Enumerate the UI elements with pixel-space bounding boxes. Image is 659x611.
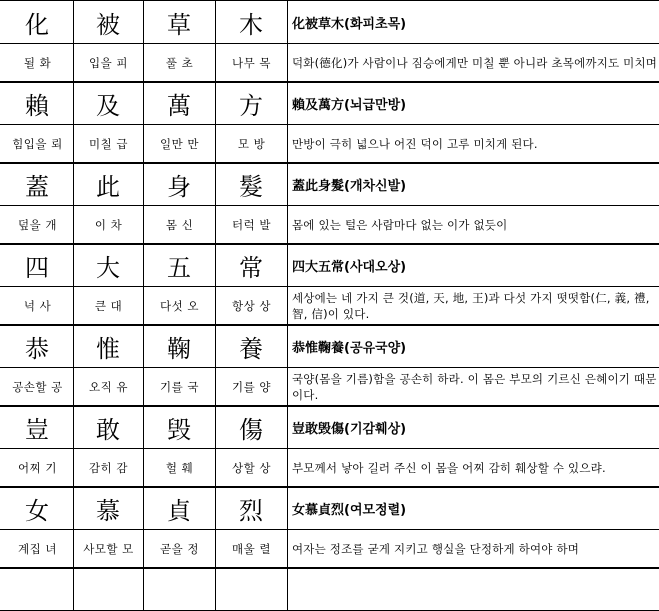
hanja-char: 貞 xyxy=(167,497,192,525)
gloss-text: 상할 상 xyxy=(232,460,271,475)
hanja-row xyxy=(0,325,659,368)
hanja-cell[interactable] xyxy=(216,164,288,205)
gloss-cell[interactable] xyxy=(74,530,144,567)
gloss-text: 다섯 오 xyxy=(160,298,199,313)
gloss-row xyxy=(0,530,659,568)
phrase-title: 賴及萬方(뇌급만방) xyxy=(292,98,407,113)
hanja-cell[interactable] xyxy=(144,407,216,448)
meaning-text: 여자는 정조를 굳게 지키고 행실을 단정하게 하여야 하며 xyxy=(292,541,580,556)
hanja-char: 五 xyxy=(167,254,192,282)
gloss-text: 사모할 모 xyxy=(83,541,134,556)
gloss-cell[interactable] xyxy=(74,44,144,81)
cell[interactable] xyxy=(74,569,144,610)
meaning-text: 덕화(德化)가 사람이나 짐승에게만 미칠 뿐 아니라 초목에까지도 미치며 xyxy=(292,55,658,70)
phrase-title-cell[interactable] xyxy=(288,164,659,205)
hanja-row xyxy=(0,244,659,287)
gloss-row xyxy=(0,449,659,487)
hanja-char: 常 xyxy=(239,254,264,282)
gloss-text: 터럭 발 xyxy=(232,217,271,232)
gloss-cell[interactable] xyxy=(144,530,216,567)
gloss-row xyxy=(0,287,659,325)
meaning-text: 부모께서 낳아 길러 주신 이 몸을 어찌 감히 훼상할 수 있으랴. xyxy=(292,460,606,475)
partial-bottom-row xyxy=(0,568,659,611)
hanja-char: 木 xyxy=(239,10,264,39)
gloss-text: 몸 신 xyxy=(165,217,194,232)
gloss-cell[interactable] xyxy=(144,449,216,486)
hanja-cell[interactable] xyxy=(144,164,216,205)
hanja-char: 大 xyxy=(96,254,121,282)
gloss-row xyxy=(0,206,659,244)
meaning-cell[interactable] xyxy=(288,206,659,243)
hanja-cell[interactable] xyxy=(74,488,144,529)
meaning-cell[interactable] xyxy=(288,530,659,567)
gloss-cell[interactable] xyxy=(144,44,216,81)
hanja-char: 化 xyxy=(25,10,50,39)
gloss-text: 입을 피 xyxy=(89,55,128,70)
hanja-row xyxy=(0,1,659,44)
gloss-row xyxy=(0,44,659,82)
gloss-text: 될 화 xyxy=(23,55,52,70)
meaning-cell[interactable] xyxy=(288,44,659,81)
hanja-char: 豈 xyxy=(25,416,50,444)
hanja-char: 傷 xyxy=(239,416,264,444)
hanja-char: 毁 xyxy=(167,416,192,444)
gloss-text: 어찌 기 xyxy=(18,460,57,475)
gloss-cell[interactable] xyxy=(2,449,74,486)
gloss-cell[interactable] xyxy=(74,449,144,486)
gloss-text: 곧을 정 xyxy=(160,541,199,556)
hanja-char: 鞠 xyxy=(167,335,192,363)
hanja-cell[interactable] xyxy=(216,83,288,124)
gloss-text: 계집 녀 xyxy=(18,541,57,556)
hanja-cell[interactable] xyxy=(216,1,288,43)
hanja-cell[interactable] xyxy=(74,245,144,286)
hanja-cell[interactable] xyxy=(216,488,288,529)
hanja-cell[interactable] xyxy=(2,245,74,286)
gloss-cell[interactable] xyxy=(144,206,216,243)
phrase-title-cell[interactable] xyxy=(288,83,659,124)
gloss-text: 넉 사 xyxy=(23,298,52,313)
hanja-char: 萬 xyxy=(167,92,192,120)
hanja-char: 賴 xyxy=(25,92,50,120)
hanja-row xyxy=(0,487,659,530)
gloss-cell[interactable] xyxy=(144,287,216,324)
phrase-title: 女慕貞烈(여모정렬) xyxy=(292,503,407,518)
hanja-cell[interactable] xyxy=(216,245,288,286)
gloss-text: 오직 유 xyxy=(89,379,128,394)
gloss-cell[interactable] xyxy=(216,449,288,486)
phrase-title-cell[interactable] xyxy=(288,1,659,43)
hanja-row xyxy=(0,406,659,449)
hanja-char: 四 xyxy=(25,254,50,282)
gloss-text: 기를 국 xyxy=(160,379,199,394)
hanja-cell[interactable] xyxy=(144,245,216,286)
phrase-title: 化被草木(화피초목) xyxy=(292,16,407,32)
hanja-char: 烈 xyxy=(239,497,264,525)
gloss-text: 기를 양 xyxy=(232,379,271,394)
gloss-cell[interactable] xyxy=(2,287,74,324)
hanja-row xyxy=(0,82,659,125)
gloss-text: 덮을 개 xyxy=(18,217,57,232)
hanja-cell[interactable] xyxy=(2,164,74,205)
hanja-cell[interactable] xyxy=(2,407,74,448)
meaning-cell[interactable] xyxy=(288,125,659,162)
gloss-cell[interactable] xyxy=(216,206,288,243)
gloss-cell[interactable] xyxy=(74,206,144,243)
gloss-row xyxy=(0,125,659,163)
gloss-cell[interactable] xyxy=(2,530,74,567)
hanja-char: 敢 xyxy=(96,416,121,444)
hanja-cell[interactable] xyxy=(216,326,288,367)
hanja-cell[interactable] xyxy=(74,1,144,43)
gloss-text: 힘입을 뢰 xyxy=(12,136,63,151)
hanja-cell[interactable] xyxy=(144,1,216,43)
phrase-title: 蓋此身髮(개차신발) xyxy=(292,179,407,194)
hanja-char: 養 xyxy=(239,335,264,363)
phrase-title-cell[interactable] xyxy=(288,488,659,529)
hanja-cell[interactable] xyxy=(2,488,74,529)
hanja-cell[interactable] xyxy=(144,326,216,367)
hanja-char: 方 xyxy=(239,92,264,120)
cell[interactable] xyxy=(2,569,74,610)
cell[interactable] xyxy=(144,569,216,610)
phrase-title-cell[interactable] xyxy=(288,245,659,286)
gloss-text: 항상 상 xyxy=(232,298,271,313)
phrase-title-cell[interactable] xyxy=(288,326,659,367)
gloss-text: 나무 목 xyxy=(232,55,271,70)
hanja-cell[interactable] xyxy=(2,1,74,43)
gloss-cell[interactable] xyxy=(74,125,144,162)
hanja-char: 及 xyxy=(96,92,121,120)
hanja-cell[interactable] xyxy=(216,407,288,448)
gloss-cell[interactable] xyxy=(216,125,288,162)
gloss-cell[interactable] xyxy=(2,206,74,243)
gloss-text: 매울 렬 xyxy=(232,541,271,556)
hanja-cell[interactable] xyxy=(144,488,216,529)
gloss-cell[interactable] xyxy=(74,368,144,405)
hanja-cell[interactable] xyxy=(144,83,216,124)
gloss-text: 모 방 xyxy=(237,136,266,151)
hanja-cell[interactable] xyxy=(74,164,144,205)
phrase-title: 四大五常(사대오상) xyxy=(292,260,407,275)
hanja-char: 此 xyxy=(96,173,121,201)
gloss-row xyxy=(0,368,659,406)
gloss-cell[interactable] xyxy=(216,530,288,567)
phrase-title: 恭惟鞠養(공유국양) xyxy=(292,341,407,356)
meaning-cell[interactable] xyxy=(288,368,659,405)
hanja-char: 身 xyxy=(167,173,192,201)
gloss-text: 공손할 공 xyxy=(12,379,63,394)
gloss-cell[interactable] xyxy=(144,125,216,162)
hanja-char: 被 xyxy=(96,10,121,39)
gloss-text: 이 차 xyxy=(94,217,123,232)
hanja-cell[interactable] xyxy=(74,407,144,448)
phrase-title-cell[interactable] xyxy=(288,407,659,448)
meaning-text: 국양(몸을 기름)함을 공손히 하라. 이 몸은 부모의 기르신 은혜이기 때문이다. xyxy=(292,371,657,402)
hanja-char: 恭 xyxy=(25,335,50,363)
gloss-cell[interactable] xyxy=(2,44,74,81)
gloss-text: 헐 훼 xyxy=(165,460,194,475)
meaning-text: 세상에는 네 가지 큰 것(道, 天, 地, 王)과 다섯 가지 떳떳함(仁, 義, 禮, 智, 信)이 있다. xyxy=(292,290,650,321)
gloss-cell[interactable] xyxy=(74,287,144,324)
meaning-text: 몸에 있는 털은 사람마다 없는 이가 없듯이 xyxy=(292,217,508,232)
meaning-cell[interactable] xyxy=(288,287,659,324)
hanja-char: 草 xyxy=(167,10,192,39)
gloss-cell[interactable] xyxy=(2,368,74,405)
hanja-cell[interactable] xyxy=(2,83,74,124)
hanja-char: 惟 xyxy=(96,335,121,363)
hanja-char: 女 xyxy=(25,497,50,525)
gloss-text: 감히 감 xyxy=(89,460,128,475)
gloss-cell[interactable] xyxy=(216,287,288,324)
gloss-text: 풀 초 xyxy=(165,55,194,70)
hanja-char: 慕 xyxy=(96,497,121,525)
meaning-text: 만방이 극히 넓으나 어진 덕이 고루 미치게 된다. xyxy=(292,136,538,151)
gloss-cell[interactable] xyxy=(216,368,288,405)
gloss-cell[interactable] xyxy=(2,125,74,162)
hanja-row xyxy=(0,163,659,206)
cell[interactable] xyxy=(216,569,288,610)
cell[interactable] xyxy=(288,569,659,610)
hanja-char: 蓋 xyxy=(25,173,50,201)
gloss-text: 일만 만 xyxy=(160,136,199,151)
meaning-cell[interactable] xyxy=(288,449,659,486)
gloss-text: 미칠 급 xyxy=(89,136,128,151)
hanja-char: 髮 xyxy=(239,173,264,201)
gloss-cell[interactable] xyxy=(216,44,288,81)
hanja-cell[interactable] xyxy=(2,326,74,367)
phrase-title: 豈敢毁傷(기감훼상) xyxy=(292,422,407,437)
gloss-cell[interactable] xyxy=(144,368,216,405)
hanja-cell[interactable] xyxy=(74,326,144,367)
gloss-text: 큰 대 xyxy=(94,298,123,313)
hanja-cell[interactable] xyxy=(74,83,144,124)
